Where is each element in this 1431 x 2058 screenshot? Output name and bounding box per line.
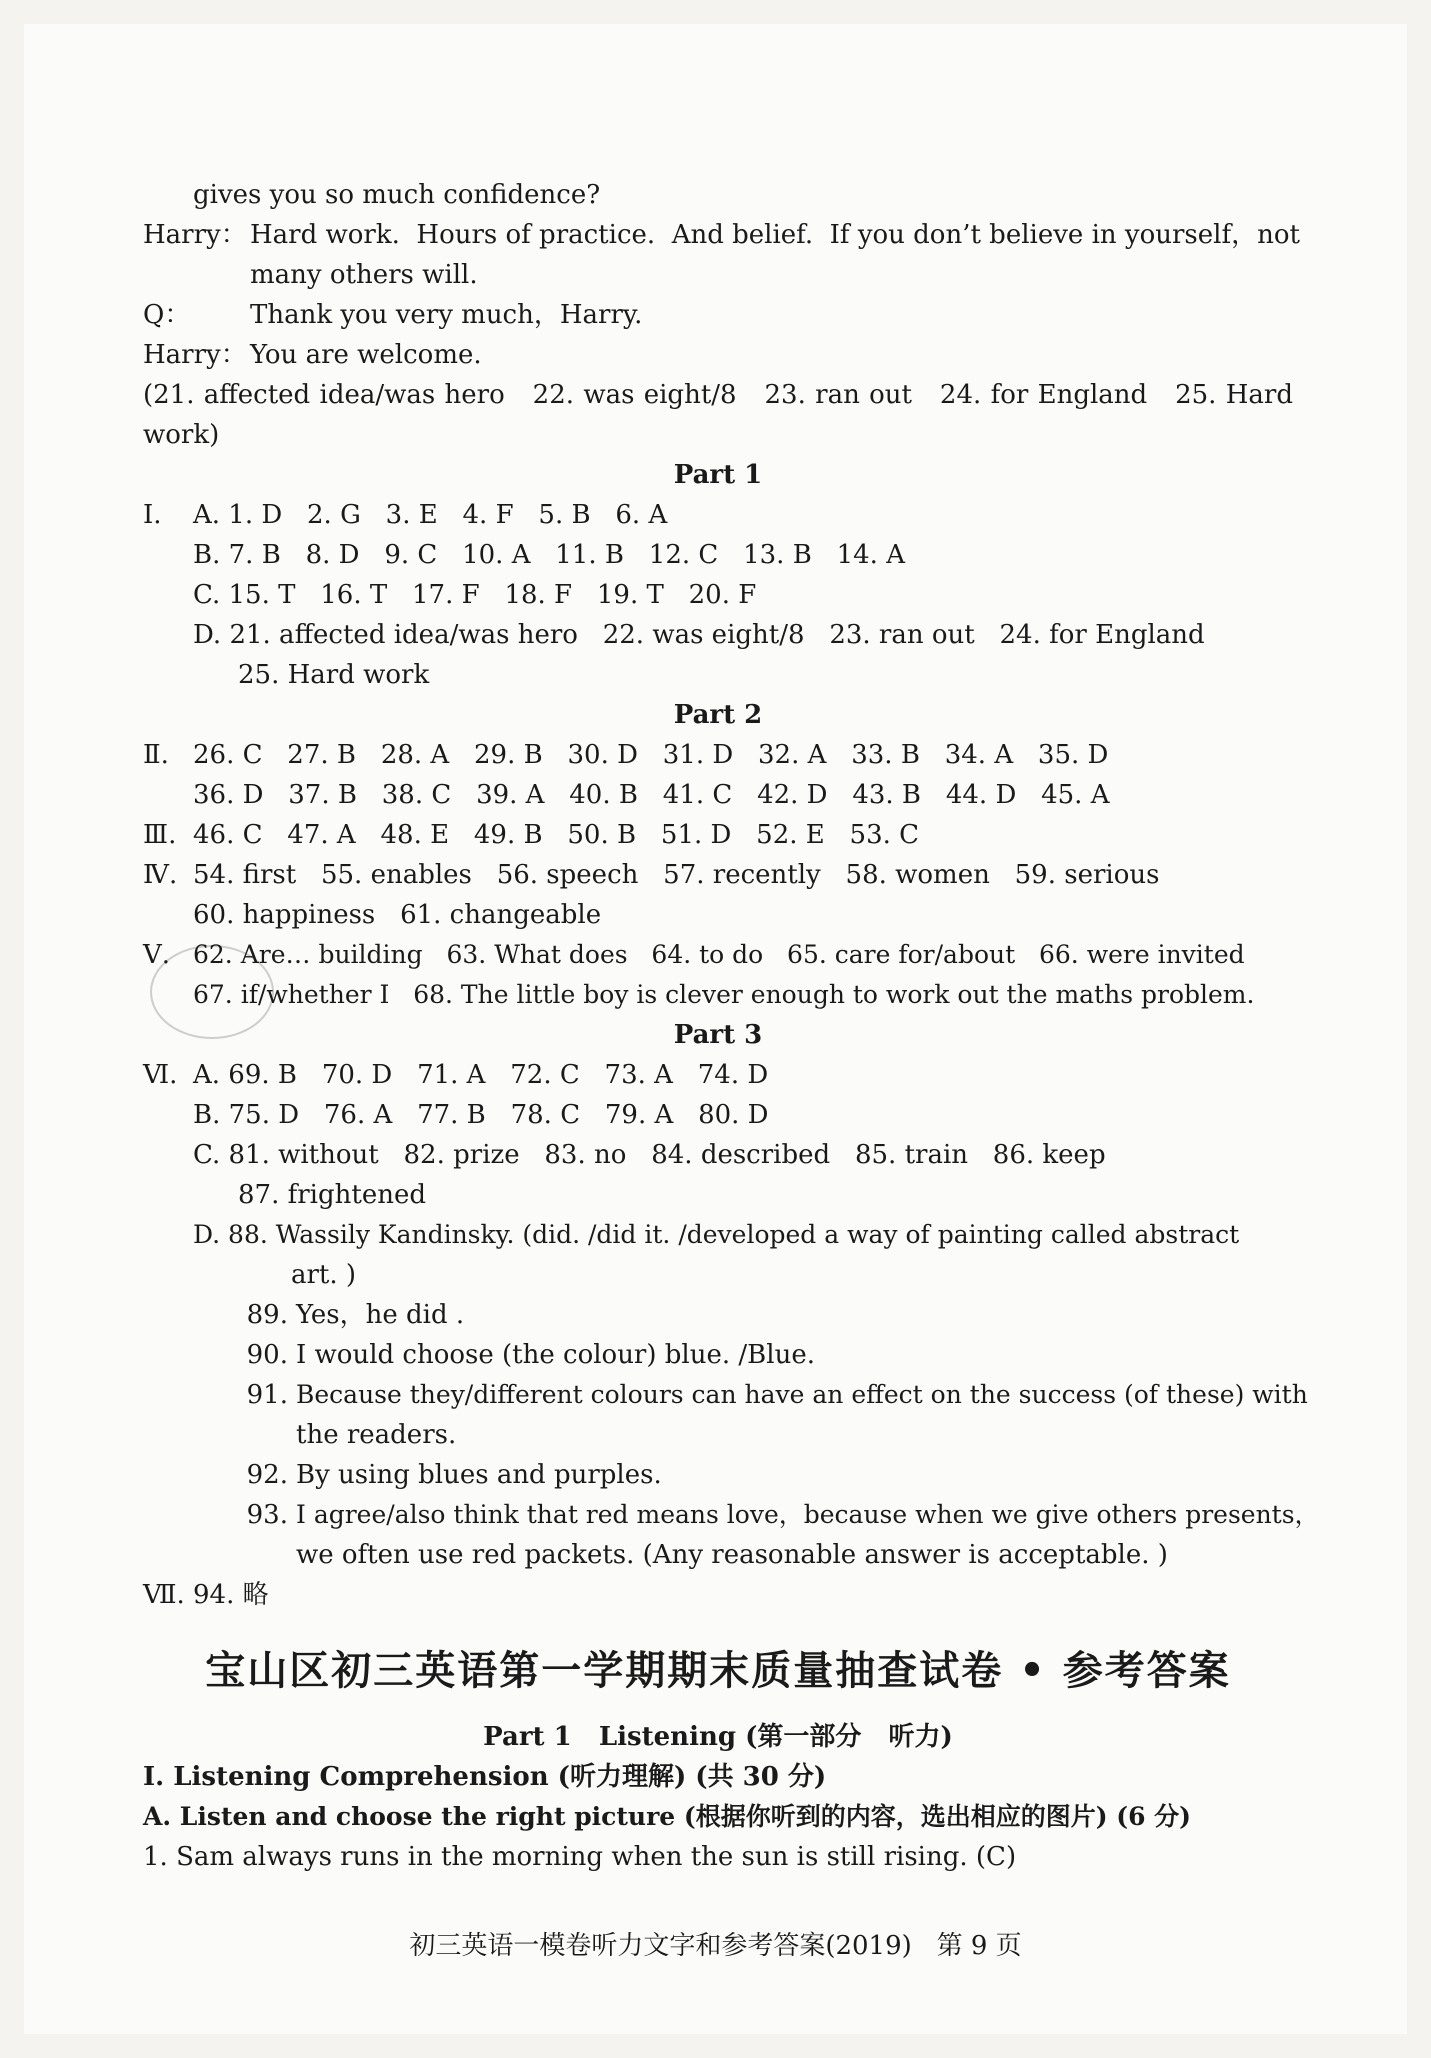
- answer-line: Ⅵ. A. 69. B 70. D 71. A 72. C 73. A 74. D: [143, 1060, 769, 1090]
- answer-line: 89. Yes，he did .: [246, 1300, 465, 1330]
- answer-line: Ⅴ. 62. Are… building 63. What does 64. to do 65. care for/about 66. were invited: [143, 940, 1245, 970]
- answer-line: B. 7. B 8. D 9. C 10. A 11. B 12. C 13. B 14. A: [193, 540, 905, 570]
- document-title: 宝山区初三英语第一学期期末质量抽查试卷 • 参考答案: [205, 1648, 1231, 1694]
- answer-line: 36. D 37. B 38. C 39. A 40. B 41. C 42. D 43. B 44. D 45. A: [193, 780, 1110, 810]
- question-line: 1. Sam always runs in the morning when the sun is still rising. (C): [143, 1842, 1017, 1872]
- answer-line: Ⅱ. 26. C 27. B 28. A 29. B 30. D 31. D 32. A 33. B 34. A 35. D: [143, 740, 1109, 770]
- dialogue-line: many others will.: [250, 260, 478, 290]
- answer-line: 91. Because they/different colours can have an effect on the success (of these) with: [246, 1380, 1308, 1410]
- answer-line: Ⅰ. A. 1. D 2. G 3. E 4. F 5. B 6. A: [143, 500, 668, 530]
- answer-line: Ⅲ. 46. C 47. A 48. E 49. B 50. B 51. D 52. E 53. C: [143, 820, 920, 850]
- dialogue-line: Q： Thank you very much，Harry.: [143, 300, 643, 330]
- section-heading: A. Listen and choose the right picture (根据你听到的内容，选出相应的图片) (6 分): [143, 1802, 1192, 1831]
- answer-line: 92. By using blues and purples.: [246, 1460, 662, 1490]
- section-heading: Ⅰ. Listening Comprehension (听力理解) (共 30 分): [143, 1762, 827, 1792]
- answer-summary-line: (21. affected idea/was hero 22. was eight/8 23. ran out 24. for England 25. Hard: [143, 380, 1293, 410]
- answer-summary-line: work): [143, 420, 220, 450]
- dialogue-line: gives you so much confidence?: [193, 180, 601, 210]
- answer-line: C. 81. without 82. prize 83. no 84. described 85. train 86. keep: [193, 1140, 1106, 1170]
- answer-line: 93. I agree/also think that red means love，because when we give others presents，: [246, 1500, 1320, 1530]
- part2-heading: Part 2: [673, 700, 763, 730]
- page-footer: 初三英语一模卷听力文字和参考答案(2019) 第 9 页: [409, 1931, 1022, 1961]
- answer-line: B. 75. D 76. A 77. B 78. C 79. A 80. D: [193, 1100, 769, 1130]
- answer-line: Ⅳ. 54. first 55. enables 56. speech 57. recently 58. women 59. serious: [143, 860, 1160, 890]
- answer-line: 60. happiness 61. changeable: [193, 900, 602, 930]
- part1-heading: Part 1: [673, 460, 763, 490]
- document-body: [143, 175, 1320, 1877]
- answer-line: D. 21. affected idea/was hero 22. was eight/8 23. ran out 24. for England: [193, 620, 1205, 650]
- dialogue-line: Harry： You are welcome.: [143, 340, 482, 370]
- answer-line: we often use red packets. (Any reasonable answer is acceptable. ): [296, 1540, 1168, 1570]
- answer-line: D. 88. Wassily Kandinsky. (did. /did it. /developed a way of painting called abstract: [193, 1220, 1240, 1249]
- answer-line: 90. I would choose (the colour) blue. /Blue.: [246, 1340, 815, 1370]
- answer-line: Ⅶ. 94. 略: [143, 1580, 269, 1610]
- answer-line: art. ): [291, 1260, 357, 1290]
- answer-line: 25. Hard work: [238, 660, 430, 690]
- answer-line: 67. if/whether I 68. The little boy is clever enough to work out the maths problem.: [193, 980, 1255, 1009]
- answer-line: C. 15. T 16. T 17. F 18. F 19. T 20. F: [193, 580, 757, 610]
- answer-line: 87. frightened: [238, 1180, 426, 1210]
- part3-heading: Part 3: [673, 1020, 763, 1050]
- listening-heading: Part 1 Listening (第一部分 听力): [483, 1722, 953, 1752]
- answer-line: the readers.: [296, 1420, 457, 1450]
- dialogue-line: Harry： Hard work. Hours of practice. And belief. If you don’t believe in yourself，not: [143, 220, 1300, 250]
